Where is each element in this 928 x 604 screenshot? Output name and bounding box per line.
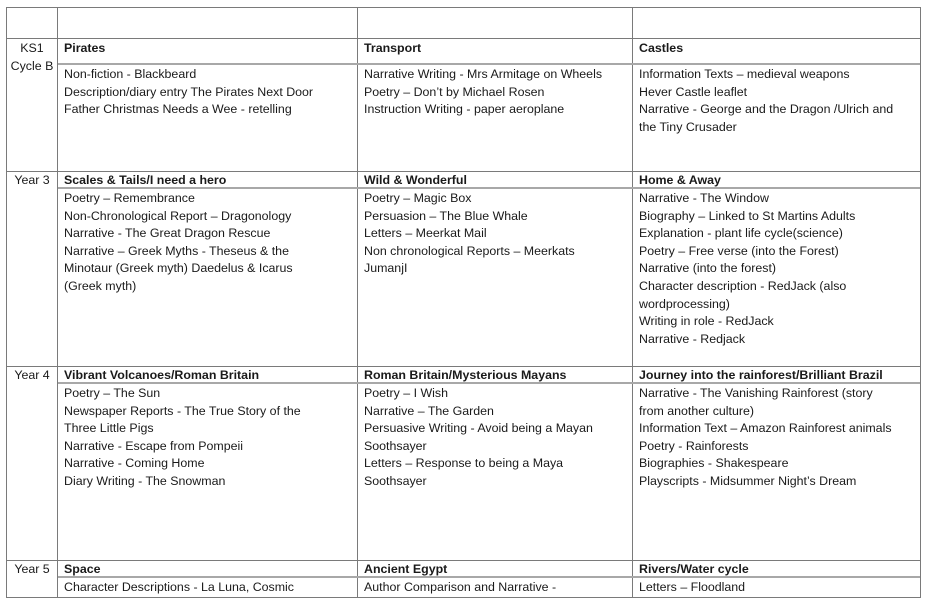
content-line: Persuasion – The Blue Whale (364, 208, 528, 223)
curriculum-table (6, 7, 921, 598)
topic-content (639, 579, 745, 597)
content-line: Minotaur (Greek myth) Daedelus & Icarus (64, 261, 293, 276)
row-divider (6, 38, 921, 39)
content-line: Soothsayer (364, 438, 427, 453)
content-line: Biography – Linked to St Martins Adults (639, 208, 856, 223)
table-border-top (6, 7, 921, 8)
topic-content (64, 190, 293, 296)
content-line: Character Descriptions - La Luna, Cosmic (64, 580, 295, 594)
table-border-bottom (6, 597, 921, 598)
topic-title: Transport (364, 41, 422, 55)
content-line: from another culture) (639, 403, 755, 418)
content-line: Author Comparison and Narrative - (364, 580, 557, 594)
content-line: Poetry - Rainforests (639, 438, 749, 453)
topic-content (64, 385, 301, 491)
content-line: Non-Chronological Report – Dragonology (64, 208, 292, 223)
content-line: Poetry – I Wish (364, 386, 449, 400)
content-line: Father Christmas Needs a Wee - retelling (64, 102, 292, 117)
content-line: Explanation - plant life cycle(science) (639, 226, 843, 241)
topic-title: Roman Britain/Mysterious Mayans (364, 368, 567, 382)
content-line: Instruction Writing - paper aeroplane (364, 102, 565, 117)
topic-content (364, 66, 602, 119)
content-line: Three Little Pigs (64, 421, 154, 436)
content-line: Poetry – Magic Box (364, 191, 472, 205)
row-label: Year 3 (14, 173, 50, 187)
topic-content (64, 66, 313, 119)
content-line: Biographies - Shakespeare (639, 456, 789, 471)
topic-title: Castles (639, 41, 684, 55)
row-divider (6, 560, 921, 561)
content-line: Hever Castle leaflet (639, 84, 748, 99)
content-line: Narrative - Redjack (639, 331, 746, 346)
content-line: Non chronological Reports – Meerkats (364, 243, 575, 258)
content-line: Information Text – Amazon Rainforest animals (639, 421, 892, 436)
content-line: Letters – Response to being a Maya (364, 456, 564, 471)
topic-content (639, 385, 892, 491)
topic-title: Vibrant Volcanoes/Roman Britain (64, 368, 260, 382)
content-line: Persuasive Writing - Avoid being a Mayan (364, 421, 593, 436)
content-line: Non-fiction - Blackbeard (64, 67, 197, 81)
content-line: Narrative – The Garden (364, 403, 494, 418)
content-line: JumanjI (364, 261, 408, 276)
column-divider (57, 7, 58, 598)
content-line: Narrative - The Window (639, 191, 769, 205)
topic-content (364, 579, 556, 597)
content-line: Character description - RedJack (also (639, 278, 847, 293)
content-line: Poetry – Don’t by Michael Rosen (364, 84, 545, 99)
row-label: KS1 Cycle B (10, 41, 54, 73)
content-line: Information Texts – medieval weapons (639, 67, 850, 81)
content-line: Narrative - The Vanishing Rainforest (story (639, 386, 873, 400)
content-line: Description/diary entry The Pirates Next Door (64, 84, 314, 99)
topic-title: Wild & Wonderful (364, 173, 467, 187)
topic-title: Journey into the rainforest/Brilliant Brazil (639, 368, 883, 382)
topic-content (639, 66, 893, 136)
content-line: Writing in role - RedJack (639, 314, 774, 329)
content-line: Narrative - Escape from Pompeii (64, 438, 244, 453)
row-label: Year 4 (14, 368, 50, 382)
column-divider (357, 7, 358, 598)
content-line: Narrative (into the forest) (639, 261, 777, 276)
topic-content (639, 190, 855, 348)
title-underline (58, 63, 920, 65)
topic-content (64, 579, 294, 597)
row-label: Year 5 (14, 562, 50, 576)
content-line: Soothsayer (364, 473, 427, 488)
topic-title: Pirates (64, 41, 106, 55)
table-border-right (920, 7, 921, 598)
topic-title: Scales & Tails/I need a hero (64, 173, 227, 187)
content-line: Narrative - The Great Dragon Rescue (64, 226, 271, 241)
content-line: Narrative Writing - Mrs Armitage on Wheels (364, 67, 603, 81)
topic-title: Ancient Egypt (364, 562, 448, 576)
content-line: the Tiny Crusader (639, 119, 737, 134)
content-line: Diary Writing - The Snowman (64, 473, 226, 488)
content-line: Narrative – Greek Myths - Theseus & the (64, 243, 289, 258)
content-line: Poetry – Free verse (into the Forest) (639, 243, 839, 258)
topic-title: Rivers/Water cycle (639, 562, 749, 576)
content-line: Letters – Meerkat Mail (364, 226, 487, 241)
content-line: wordprocessing) (639, 296, 730, 311)
content-line: Poetry – Remembrance (64, 191, 195, 205)
content-line: Poetry – The Sun (64, 386, 161, 400)
column-divider (632, 7, 633, 598)
topic-content (364, 385, 593, 491)
content-line: Narrative - Coming Home (64, 456, 205, 471)
topic-title: Space (64, 562, 101, 576)
content-line: (Greek myth) (64, 278, 137, 293)
topic-title: Home & Away (639, 173, 721, 187)
content-line: Narrative - George and the Dragon /Ulrich and (639, 102, 894, 117)
content-line: Newspaper Reports - The True Story of the (64, 403, 301, 418)
content-line: Playscripts - Midsummer Night’s Dream (639, 473, 857, 488)
title-underline (58, 576, 920, 578)
table-border-left (6, 7, 7, 598)
content-line: Letters – Floodland (639, 580, 746, 594)
topic-content (364, 190, 575, 278)
